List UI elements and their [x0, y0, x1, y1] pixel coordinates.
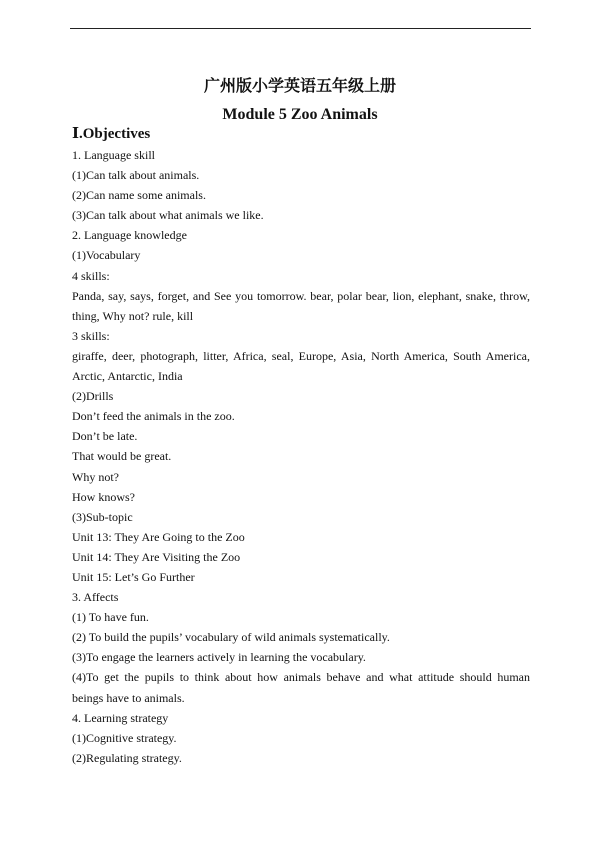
header-rule [70, 28, 531, 29]
text-line: (1)Can talk about animals. [72, 168, 200, 183]
text-line: (3)Sub-topic [72, 509, 133, 524]
text-line: Why not? [72, 469, 119, 484]
text-line: That would be great. [72, 449, 172, 464]
text-line: (3)Can talk about what animals we like. [72, 208, 264, 223]
document-title-chinese: 广州版小学英语五年级上册 [203, 76, 396, 95]
text-line: Don’t be late. [72, 429, 138, 444]
text-line: 2. Language knowledge [72, 228, 187, 243]
text-line: (2)Regulating strategy. [72, 750, 182, 765]
text-line: Don’t feed the animals in the zoo. [72, 409, 235, 424]
document-title-english: Module 5 Zoo Animals [222, 106, 378, 123]
text-line: (1) To have fun. [72, 610, 149, 625]
text-line: Unit 13: They Are Going to the Zoo [72, 529, 245, 544]
text-line: (1)Cognitive strategy. [72, 730, 177, 745]
text-line: beings have to animals. [72, 690, 185, 705]
text-line: 4 skills: [72, 268, 110, 283]
text-line: 1. Language skill [72, 148, 155, 162]
text-line: (3)To engage the learners actively in learning the vocabulary. [72, 650, 366, 665]
text-line: 3 skills: [72, 328, 110, 343]
text-line: (2)Can name some animals. [72, 188, 206, 203]
text-line: (2) To build the pupils’ vocabulary of wild animals systematically. [72, 630, 390, 645]
text-line: Arctic, Antarctic, India [72, 369, 183, 384]
text-line: (4)To get the pupils to think about how animals behave and what attitude should human [72, 670, 530, 685]
text-line: Panda, say, says, forget, and See you tomorrow. bear, polar bear, lion, elephant, snake, throw, [72, 288, 530, 303]
text-line: 4. Learning strategy [72, 710, 169, 725]
text-line: thing, Why not? rule, kill [72, 308, 194, 323]
objectives-body [72, 145, 530, 768]
text-line: Unit 14: They Are Visiting the Zoo [72, 549, 241, 564]
section-heading-objectives: Ⅰ.Objectives [72, 126, 151, 142]
text-line: giraffe, deer, photograph, litter, Africa, seal, Europe, Asia, North America, South America, [72, 348, 530, 363]
text-line: How knows? [72, 489, 135, 504]
text-line: (2)Drills [72, 389, 114, 404]
text-line: 3. Affects [72, 590, 119, 605]
text-line: (1)Vocabulary [72, 248, 141, 263]
text-line: Unit 15: Let’s Go Further [72, 569, 195, 584]
